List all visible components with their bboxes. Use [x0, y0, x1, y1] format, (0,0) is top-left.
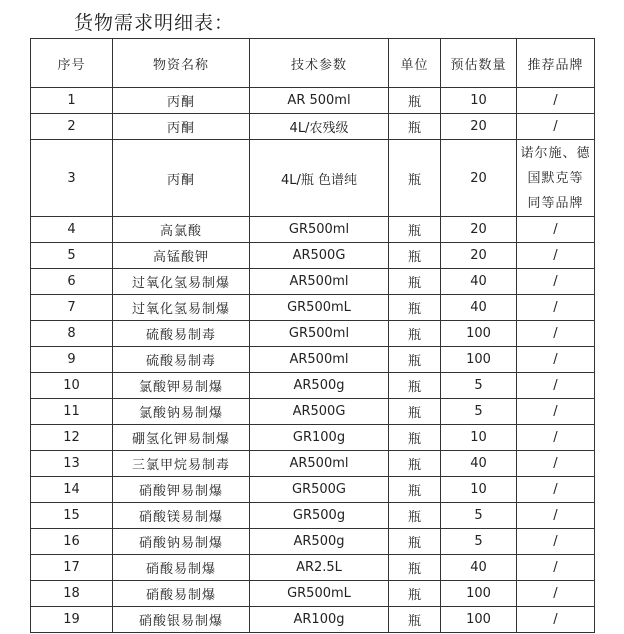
- cell-qty: 40: [441, 269, 517, 295]
- cell-name: 丙酮: [113, 114, 250, 140]
- cell-no: 2: [31, 114, 113, 140]
- cell-no: 18: [31, 581, 113, 607]
- table-row: [31, 425, 595, 451]
- brand-line: 国默克等: [527, 170, 584, 186]
- cell-unit: 瓶: [389, 477, 441, 503]
- cell-unit: 瓶: [389, 555, 441, 581]
- cell-no: 16: [31, 529, 113, 555]
- cell-qty: 20: [441, 243, 517, 269]
- cell-unit: 瓶: [389, 373, 441, 399]
- cell-name: 过氧化氢易制爆: [113, 269, 250, 295]
- cell-no: 14: [31, 477, 113, 503]
- cell-brand: /: [517, 243, 595, 269]
- table-header-row: [31, 39, 595, 88]
- cell-spec: AR 500ml: [250, 88, 389, 114]
- cell-unit: 瓶: [389, 503, 441, 529]
- cell-unit: 瓶: [389, 88, 441, 114]
- cell-qty: 5: [441, 529, 517, 555]
- cell-spec: AR100g: [250, 607, 389, 633]
- table-row: [31, 529, 595, 555]
- cell-name: 氯酸钠易制爆: [113, 399, 250, 425]
- cell-unit: 瓶: [389, 269, 441, 295]
- cell-qty: 100: [441, 607, 517, 633]
- cell-no: 8: [31, 321, 113, 347]
- cell-spec: GR500mL: [250, 295, 389, 321]
- table-row: [31, 114, 595, 140]
- brand-line: 诺尔施、德: [520, 145, 591, 161]
- cell-spec: AR500ml: [250, 269, 389, 295]
- cell-spec: AR2.5L: [250, 555, 389, 581]
- cell-brand: /: [517, 321, 595, 347]
- table-row: [31, 581, 595, 607]
- table-row: [31, 503, 595, 529]
- cell-qty: 10: [441, 425, 517, 451]
- cell-spec: AR500G: [250, 243, 389, 269]
- header-no: 序号: [31, 39, 113, 88]
- cell-brand: /: [517, 529, 595, 555]
- cell-spec: AR500ml: [250, 451, 389, 477]
- cell-name: 硼氢化钾易制爆: [113, 425, 250, 451]
- cell-qty: 40: [441, 451, 517, 477]
- cell-qty: 20: [441, 140, 517, 217]
- table-row: [31, 88, 595, 114]
- cell-brand: /: [517, 373, 595, 399]
- cell-brand: /: [517, 451, 595, 477]
- cell-name: 硝酸钠易制爆: [113, 529, 250, 555]
- cell-spec: GR500G: [250, 477, 389, 503]
- cell-unit: 瓶: [389, 399, 441, 425]
- header-spec: 技术参数: [250, 39, 389, 88]
- cell-brand: /: [517, 295, 595, 321]
- cell-unit: 瓶: [389, 347, 441, 373]
- cell-qty: 40: [441, 295, 517, 321]
- table-row: [31, 321, 595, 347]
- cell-name: 高锰酸钾: [113, 243, 250, 269]
- header-unit: 单位: [389, 39, 441, 88]
- cell-no: 15: [31, 503, 113, 529]
- table-row: [31, 347, 595, 373]
- header-qty: 预估数量: [441, 39, 517, 88]
- cell-brand: /: [517, 503, 595, 529]
- cell-spec: AR500g: [250, 529, 389, 555]
- cell-unit: 瓶: [389, 114, 441, 140]
- cell-brand: /: [517, 88, 595, 114]
- table-row: [31, 607, 595, 633]
- goods-requirement-table: [30, 38, 595, 633]
- cell-no: 4: [31, 217, 113, 243]
- cell-name: 硝酸钾易制爆: [113, 477, 250, 503]
- cell-brand: /: [517, 581, 595, 607]
- cell-qty: 5: [441, 373, 517, 399]
- table-row: [31, 243, 595, 269]
- cell-name: 硝酸易制爆: [113, 581, 250, 607]
- page-title: 货物需求明细表：: [74, 12, 235, 34]
- cell-unit: 瓶: [389, 529, 441, 555]
- cell-no: 19: [31, 607, 113, 633]
- cell-no: 13: [31, 451, 113, 477]
- cell-qty: 5: [441, 399, 517, 425]
- table-row: [31, 373, 595, 399]
- cell-unit: 瓶: [389, 243, 441, 269]
- cell-brand: /: [517, 425, 595, 451]
- cell-no: 10: [31, 373, 113, 399]
- cell-brand: /: [517, 347, 595, 373]
- cell-qty: 100: [441, 581, 517, 607]
- cell-brand: /: [517, 555, 595, 581]
- cell-name: 丙酮: [113, 140, 250, 217]
- cell-spec: AR500ml: [250, 347, 389, 373]
- cell-qty: 100: [441, 321, 517, 347]
- cell-no: 11: [31, 399, 113, 425]
- cell-qty: 40: [441, 555, 517, 581]
- cell-name: 丙酮: [113, 88, 250, 114]
- table-row: [31, 140, 595, 217]
- cell-qty: 20: [441, 114, 517, 140]
- cell-no: 6: [31, 269, 113, 295]
- cell-no: 5: [31, 243, 113, 269]
- brand-line: 同等品牌: [527, 195, 584, 211]
- cell-spec: GR500ml: [250, 321, 389, 347]
- cell-spec: GR100g: [250, 425, 389, 451]
- cell-qty: 10: [441, 88, 517, 114]
- cell-unit: 瓶: [389, 140, 441, 217]
- table-row: [31, 217, 595, 243]
- cell-no: 9: [31, 347, 113, 373]
- cell-unit: 瓶: [389, 451, 441, 477]
- header-brand: 推荐品牌: [517, 39, 595, 88]
- cell-spec: GR500g: [250, 503, 389, 529]
- cell-spec: GR500ml: [250, 217, 389, 243]
- cell-no: 17: [31, 555, 113, 581]
- cell-name: 氯酸钾易制爆: [113, 373, 250, 399]
- table-row: [31, 477, 595, 503]
- cell-unit: 瓶: [389, 321, 441, 347]
- cell-unit: 瓶: [389, 295, 441, 321]
- table-row: [31, 399, 595, 425]
- cell-name: 硫酸易制毒: [113, 321, 250, 347]
- cell-qty: 100: [441, 347, 517, 373]
- cell-name: 硫酸易制毒: [113, 347, 250, 373]
- cell-name: 高氯酸: [113, 217, 250, 243]
- cell-brand: [517, 140, 595, 217]
- cell-no: 3: [31, 140, 113, 217]
- table-row: [31, 555, 595, 581]
- cell-brand: /: [517, 217, 595, 243]
- cell-unit: 瓶: [389, 581, 441, 607]
- cell-unit: 瓶: [389, 217, 441, 243]
- cell-name: 硝酸银易制爆: [113, 607, 250, 633]
- cell-name: 硝酸易制爆: [113, 555, 250, 581]
- cell-spec: AR500g: [250, 373, 389, 399]
- cell-name: 硝酸镁易制爆: [113, 503, 250, 529]
- cell-unit: 瓶: [389, 607, 441, 633]
- cell-no: 12: [31, 425, 113, 451]
- cell-name: 三氯甲烷易制毒: [113, 451, 250, 477]
- table-row: [31, 269, 595, 295]
- cell-spec: 4L/瓶 色谱纯: [250, 140, 389, 217]
- cell-brand: /: [517, 607, 595, 633]
- cell-brand: /: [517, 114, 595, 140]
- cell-no: 7: [31, 295, 113, 321]
- cell-brand: /: [517, 399, 595, 425]
- cell-unit: 瓶: [389, 425, 441, 451]
- table-row: [31, 451, 595, 477]
- cell-spec: 4L/农残级: [250, 114, 389, 140]
- cell-name: 过氧化氢易制爆: [113, 295, 250, 321]
- cell-qty: 20: [441, 217, 517, 243]
- table-row: [31, 295, 595, 321]
- cell-spec: AR500G: [250, 399, 389, 425]
- cell-qty: 5: [441, 503, 517, 529]
- cell-brand: /: [517, 477, 595, 503]
- cell-brand: /: [517, 269, 595, 295]
- header-name: 物资名称: [113, 39, 250, 88]
- cell-spec: GR500mL: [250, 581, 389, 607]
- cell-qty: 10: [441, 477, 517, 503]
- cell-no: 1: [31, 88, 113, 114]
